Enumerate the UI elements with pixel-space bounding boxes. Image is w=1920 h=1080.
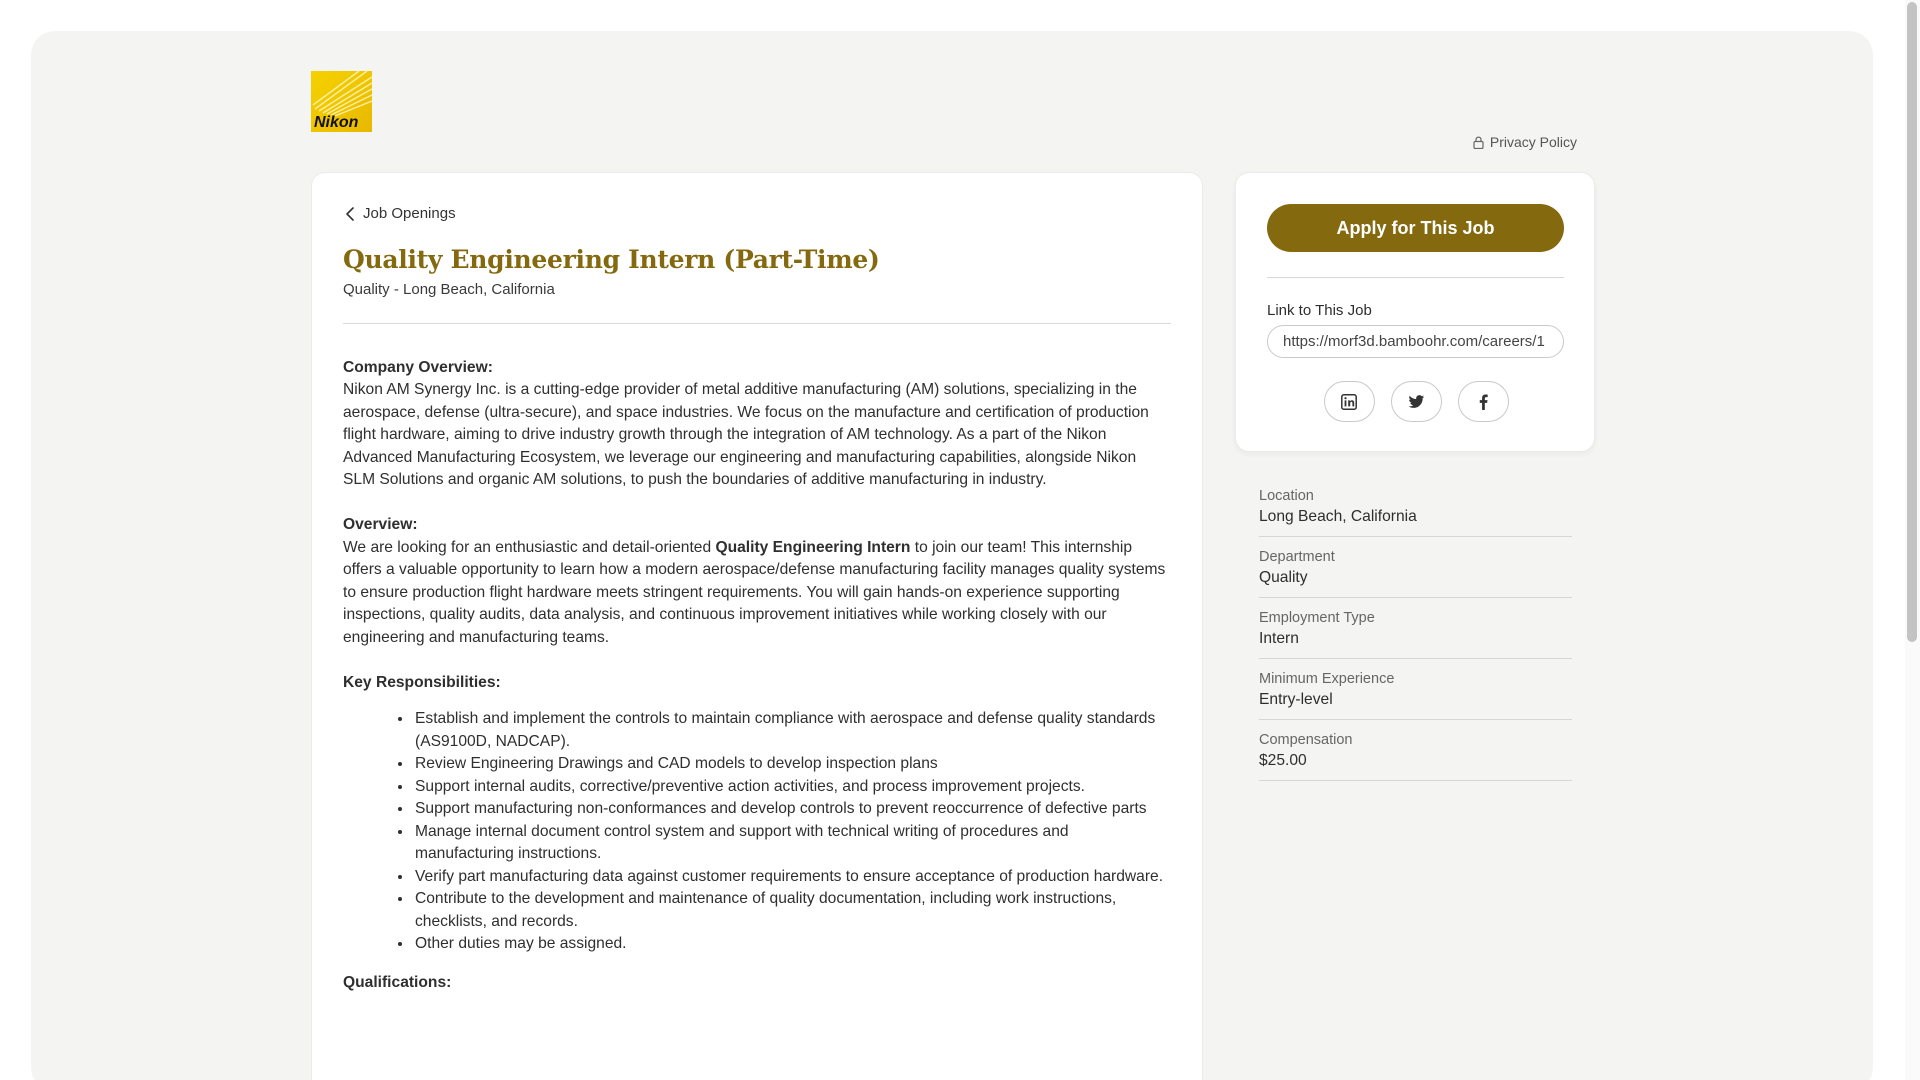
list-item: • Support internal audits, corrective/preventive action activities, and process improvement projects. [413, 776, 1171, 799]
company-overview-text: Nikon AM Synergy Inc. is a cutting-edge provider of metal additive manufacturing (AM) solutions, specializing in the aerospace, defense (ultra-secure), and space industries. We focus on the manufacture and certification of production flight hardware, aiming to drive industry growth through the integration of AM technology. As a part of the Nikon Advanced Manufacturing Ecosystem, we leverage our engineering and manufacturing capabilities, alongside Nikon SLM Solutions and organic AM solutions, to push the boundaries of additive manufacturing in industry. [343, 381, 1149, 488]
list-item: • Verify part manufacturing data against customer requirements to ensure acceptance of production hardware. [413, 866, 1171, 889]
company-overview-heading: Company Overview: [343, 358, 493, 376]
job-subtitle: Quality - Long Beach, California [343, 280, 555, 298]
detail-value: Entry-level [1259, 691, 1333, 708]
job-description [343, 357, 1171, 995]
detail-employment-type [1259, 598, 1572, 659]
title-divider [343, 323, 1171, 324]
list-item: • Review Engineering Drawings and CAD models to develop inspection plans [413, 753, 1171, 776]
detail-compensation [1259, 720, 1572, 781]
twitter-icon [1408, 395, 1425, 409]
detail-value: $25.00 [1259, 752, 1307, 769]
qualifications-heading: Qualifications: [343, 973, 452, 991]
apply-divider [1267, 277, 1564, 278]
linkedin-icon [1341, 394, 1357, 410]
detail-label: Department [1259, 549, 1335, 565]
privacy-policy-link[interactable] [1473, 134, 1577, 150]
nikon-logo[interactable] [311, 71, 372, 132]
link-to-job-label: Link to This Job [1267, 302, 1372, 319]
back-to-job-openings-link[interactable] [345, 205, 456, 222]
list-item: • Manage internal document control system and support with technical writing of procedures and manufacturing instructions. [413, 821, 1171, 866]
share-twitter-button[interactable] [1391, 381, 1442, 422]
job-link-input[interactable] [1267, 325, 1564, 358]
detail-label: Compensation [1259, 732, 1353, 748]
responsibilities-heading: Key Responsibilities: [343, 673, 501, 691]
page-scrollbar[interactable] [1905, 0, 1920, 1080]
list-item: • Contribute to the development and maintenance of quality documentation, including work instructions, checklists, and records. [413, 888, 1171, 933]
lock-icon [1473, 136, 1484, 149]
apply-button[interactable]: Apply for This Job [1267, 204, 1564, 252]
apply-card [1235, 172, 1595, 452]
svg-text:Nikon: Nikon [314, 114, 359, 131]
detail-location [1259, 476, 1572, 537]
overview-text [343, 537, 1171, 650]
job-details-list [1259, 476, 1572, 781]
detail-department [1259, 537, 1572, 598]
share-facebook-button[interactable] [1458, 381, 1509, 422]
detail-minimum-experience [1259, 659, 1572, 720]
job-title: Quality Engineering Intern (Part-Time) [343, 244, 880, 274]
share-buttons [1236, 381, 1596, 422]
chevron-left-icon [345, 206, 355, 222]
overview-text-bold: Quality Engineering Intern [715, 538, 911, 556]
list-item: • Establish and implement the controls to maintain compliance with aerospace and defense quality standards (AS9100D, NADCAP). [413, 708, 1171, 753]
overview-text-pre: We are looking for an enthusiastic and detail-oriented [343, 538, 716, 556]
detail-label: Minimum Experience [1259, 671, 1395, 687]
back-link-label: Job Openings [363, 205, 456, 222]
detail-label: Employment Type [1259, 610, 1375, 626]
job-description-card [311, 172, 1203, 1080]
detail-value: Quality [1259, 569, 1308, 586]
responsibilities-list [413, 708, 1171, 956]
share-linkedin-button[interactable] [1324, 381, 1375, 422]
overview-heading: Overview: [343, 516, 418, 533]
scrollbar-thumb[interactable] [1907, 2, 1917, 642]
overview-text-post: to join our team! This internship offers a valuable opportunity to learn how a modern aerospace/defense manufacturing facility manages quality systems to ensure production flight hardware meets stringent requirements. You will gain hands-on experience supporting inspections, quality audits, data analysis, and continuous improvement initiatives while working closely with our engineering and manufacturing teams. [343, 538, 1166, 646]
nikon-logo-graphic [311, 71, 372, 132]
facebook-icon [1479, 394, 1488, 410]
list-item: • Other duties may be assigned. [413, 933, 1171, 956]
privacy-policy-label: Privacy Policy [1489, 134, 1577, 150]
detail-value: Long Beach, California [1259, 508, 1417, 525]
detail-label: Location [1259, 488, 1314, 504]
list-item: • Support manufacturing non-conformances and develop controls to prevent reoccurrence of defective parts [413, 798, 1171, 821]
detail-value: Intern [1259, 630, 1299, 647]
